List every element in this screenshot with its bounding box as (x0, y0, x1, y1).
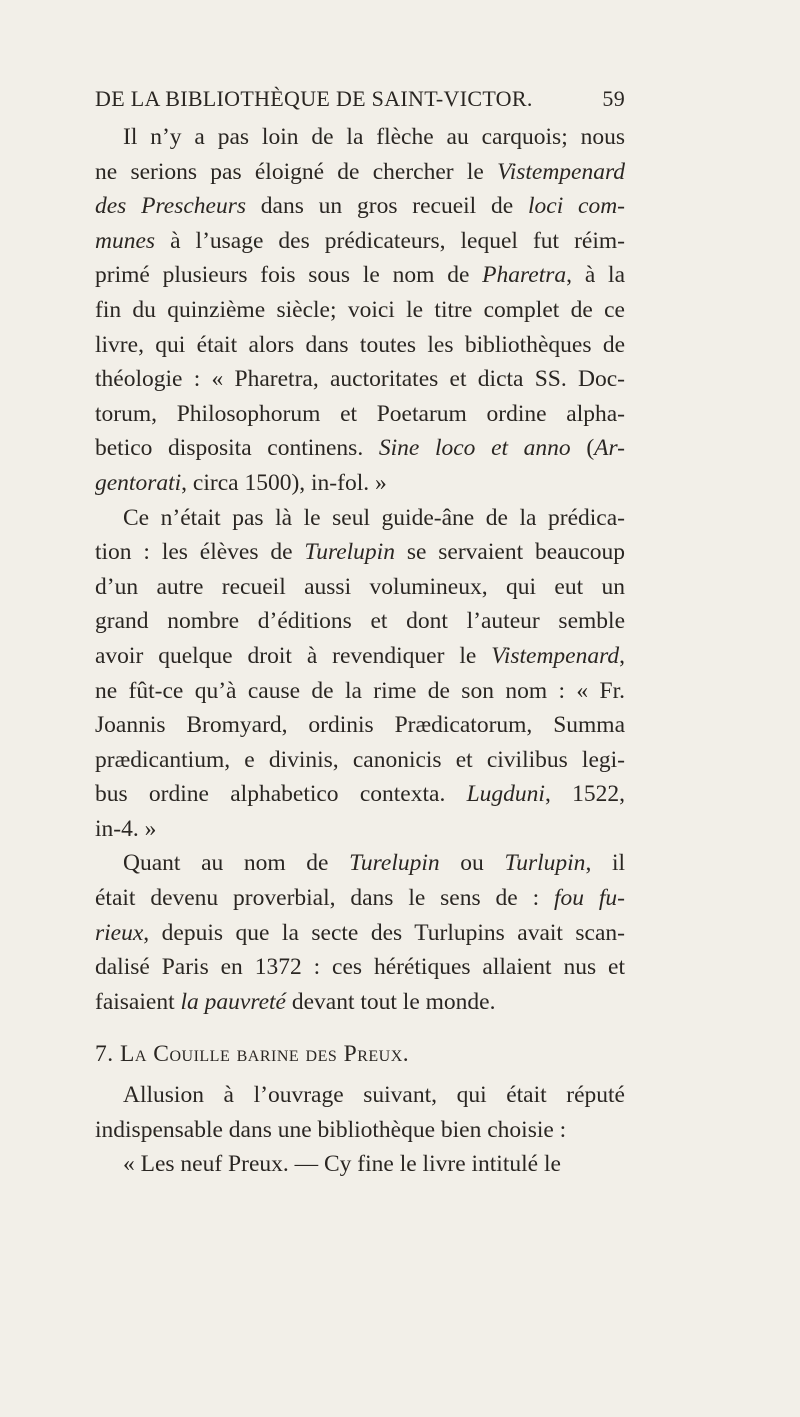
italic-text: Ar- (594, 435, 625, 462)
italic-text: fou fu- (553, 885, 625, 912)
text-line-18: Joannis Bromyard, ordinis Prædicatorum, Summa (95, 712, 625, 739)
text-line-13: tion : les élèves de Turelupin se servaient beaucoup (95, 539, 626, 566)
text-line-14: d’un autre recueil aussi volumineux, qui eut un (95, 573, 625, 600)
text-line-23: était devenu proverbial, dans le sens de : fou fu- (95, 885, 625, 912)
italic-text: Sine loco et anno (378, 435, 571, 462)
text-line-20: bus ordine alphabetico contexta. Lugduni, 1522, (95, 781, 626, 808)
italic-text: Turlupin (504, 850, 586, 877)
italic-text: Turelupin (349, 850, 440, 877)
text-line-11: gentorati, circa 1500), in-fol. » (95, 469, 387, 496)
text-line-22: Quant au nom de Turelupin ou Turlupin, il (123, 850, 626, 877)
text-line-17: ne fût-ce qu’à cause de la rime de son nom : « Fr. (95, 677, 625, 704)
italic-text: Pharetra (482, 262, 567, 289)
italic-text: rieux (95, 919, 144, 946)
text-line-2: ne serions pas éloigné de chercher le Vistempenard (95, 158, 625, 185)
text-line-16: avoir quelque droit à revendiquer le Vistempenard, (95, 642, 625, 669)
italic-text: Vistempenard (491, 642, 620, 669)
text-line-7: livre, qui était alors dans toutes les bibliothèques de (95, 331, 625, 358)
section-heading: 7. La Couille barine des Preux. (95, 1041, 410, 1068)
text-line-29: indispensable dans une bibliothèque bien choisie : (95, 1116, 567, 1143)
text-line-10: betico disposita continens. Sine loco et anno (Ar- (95, 435, 625, 462)
text-line-19: prædicantium, e divinis, canonicis et civilibus legi- (95, 746, 625, 773)
text-line-5: primé plusieurs fois sous le nom de Pharetra, à la (95, 262, 626, 289)
section-gap (95, 1019, 625, 1037)
italic-text: loci com- (527, 193, 626, 220)
text-line-25: dalisé Paris en 1372 : ces hérétiques allaient nus et (95, 954, 625, 981)
text-line-28: Allusion à l’ouvrage suivant, qui était réputé (123, 1082, 625, 1109)
text-line-3: des Prescheurs dans un gros recueil de loci com- (95, 193, 626, 220)
running-head (95, 86, 625, 116)
italic-text: munes (95, 227, 156, 254)
page-number: 59 (602, 86, 625, 111)
italic-text: la pauvreté (180, 988, 286, 1015)
italic-text: gentorati (95, 469, 182, 496)
body-text (95, 120, 625, 1182)
italic-text: Lugduni (466, 781, 545, 808)
text-line-9: torum, Philosophorum et Poetarum ordine alpha- (95, 400, 625, 427)
italic-text: Vistempenard (497, 158, 625, 185)
italic-text: des Prescheurs (95, 193, 246, 220)
text-line-8: théologie : « Pharetra, auctoritates et dicta SS. Doc- (95, 366, 625, 393)
text-line-4: munes à l’usage des prédicateurs, lequel fut réim- (95, 227, 625, 254)
text-line-12: Ce n’était pas là le seul guide-âne de la prédica- (123, 504, 625, 531)
running-title: DE LA BIBLIOTHÈQUE DE SAINT-VICTOR. (95, 86, 533, 111)
italic-text: Turelupin (304, 539, 395, 566)
smallcaps-text: La Couille barine des Preux. (120, 1041, 410, 1068)
text-line-21: in-4. » (95, 815, 157, 842)
text-line-30: « Les neuf Preux. — Cy fine le livre intitulé le (123, 1151, 561, 1178)
text-line-6: fin du quinzième siècle; voici le titre complet de ce (95, 296, 625, 323)
text-line-24: rieux, depuis que la secte des Turlupins avait scan- (95, 919, 625, 946)
text-line-26: faisaient la pauvreté devant tout le monde. (95, 988, 496, 1015)
text-line-1: Il n’y a pas loin de la flèche au carquois; nous (123, 124, 625, 150)
text-line-15: grand nombre d’éditions et dont l’auteur semble (95, 608, 625, 635)
